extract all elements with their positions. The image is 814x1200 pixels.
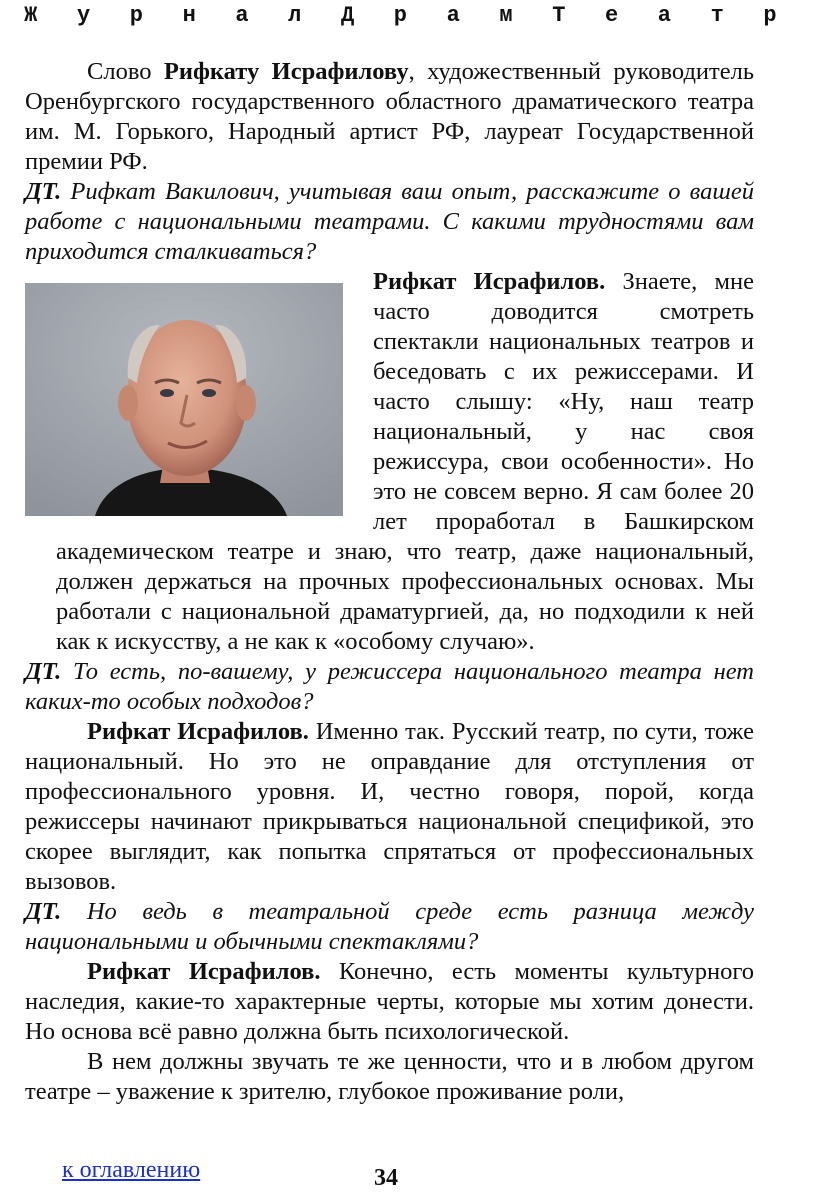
answer-2 bbox=[25, 717, 754, 897]
interviewer-tag: ДТ. bbox=[25, 658, 62, 685]
question-1 bbox=[25, 177, 754, 267]
speaker-tag: Рифкат Исрафилов. bbox=[87, 718, 309, 745]
journal-header bbox=[0, 0, 814, 32]
answer-1-text: Знаете, мне часто доводится смотреть спектакли национальных театров и беседовать с их режиссерами. И часто слышу: «Ну, наш театр национальный, у нас своя режиссура, свои особенности». Но это не совсем верно. Я сам более 20 лет проработал в Башкирском академическом театре и знаю, что театр, даже национальный, должен держаться на прочных профессиональных основах. Мы работали с национальной драматургией, да, но подходили к ней как к искусству, а не как к «особому случаю». bbox=[56, 268, 754, 655]
intro-text-before: Слово bbox=[87, 58, 164, 85]
interviewer-tag: ДТ. bbox=[25, 898, 62, 925]
interviewee-name: Рифкату Исрафилову bbox=[163, 58, 409, 85]
portrait-photo-image bbox=[25, 283, 343, 516]
question-1-text: Рифкат Вакилович, учитывая ваш опыт, расскажите о вашей работе с национальными театрами. С какими трудностями вам приходится сталкиваться? bbox=[25, 178, 754, 265]
speaker-tag: Рифкат Исрафилов. bbox=[373, 268, 606, 295]
article-body bbox=[25, 57, 754, 1107]
question-2 bbox=[25, 657, 754, 717]
portrait-photo bbox=[25, 283, 343, 516]
question-3 bbox=[25, 897, 754, 957]
speaker-tag: Рифкат Исрафилов. bbox=[87, 958, 321, 985]
intro-paragraph bbox=[25, 57, 754, 177]
answer-2-text: Именно так. Русский театр, по сути, тоже национальный. Но это не оправдание для отступления от профессионального уровня. И, честно говоря, порой, когда режиссеры начинают прикрываться национальной спецификой, это скорее выглядит, как попытка спрятаться от профессиональных вызовов. bbox=[25, 718, 755, 895]
answer-3 bbox=[25, 957, 754, 1047]
page-number: 34 bbox=[374, 1165, 398, 1191]
answer-3-text: Конечно, есть моменты культурного наследия, какие-то характерные черты, которые мы хотим донести. Но основа всё равно должна быть психологической. bbox=[25, 958, 755, 1045]
last-paragraph: В нем должны звучать те же ценности, что и в любом другом театре – уважение к зрителю, глубокое проживание роли, bbox=[25, 1048, 754, 1105]
question-2-text: То есть, по-вашему, у режиссера национального театра нет каких-то особых подходов? bbox=[25, 658, 754, 715]
toc-link[interactable]: к оглавлению bbox=[62, 1157, 201, 1183]
interviewer-tag: ДТ. bbox=[25, 178, 62, 205]
question-3-text: Но ведь в театральной среде есть разница между национальными и обычными спектаклями? bbox=[25, 898, 754, 955]
journal-title: Ж у р н а л Д р а м Т е а т р bbox=[24, 3, 790, 28]
intro-text-after: , художественный руководитель Оренбургского государственного областного драматического театра им. М. Горького, Народный артист РФ, лауреат Государственной премии РФ. bbox=[25, 58, 755, 175]
